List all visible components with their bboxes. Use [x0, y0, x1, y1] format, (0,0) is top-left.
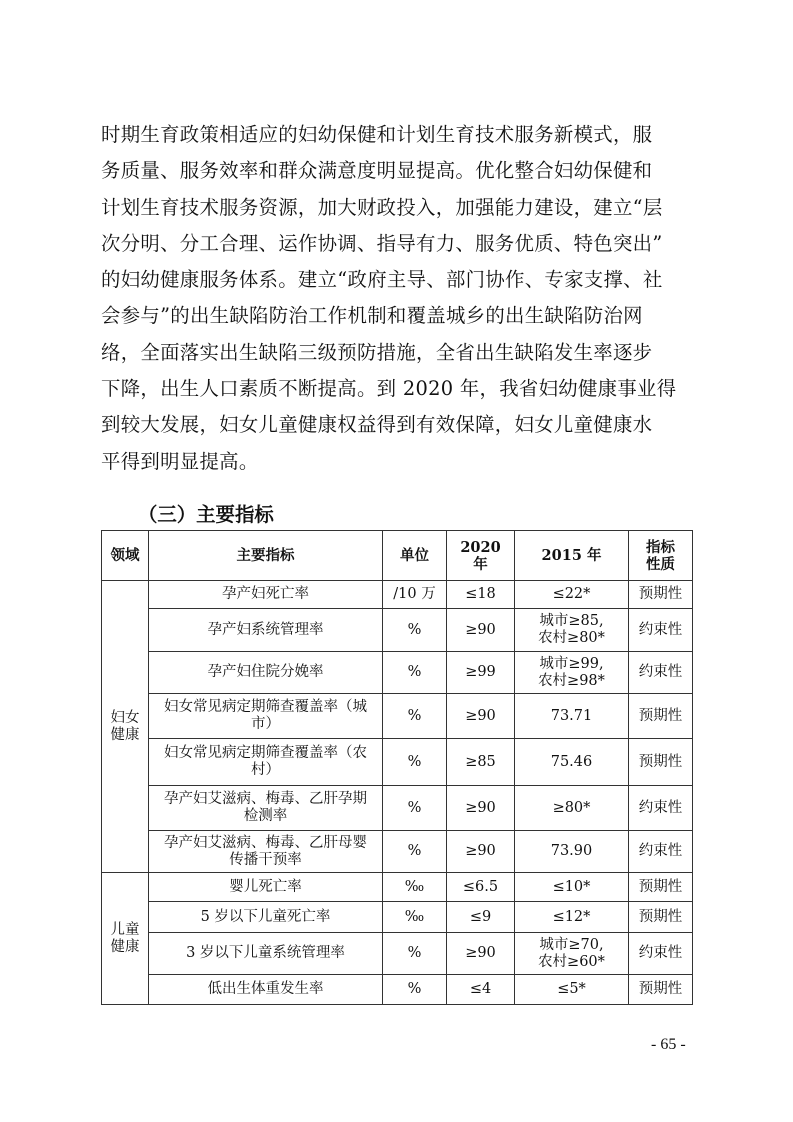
target-2020-cell-text: ≥90: [465, 707, 496, 724]
nature-cell: [629, 975, 693, 1005]
target-2020-cell: [447, 975, 515, 1005]
header-nature-line2: 性质: [646, 555, 675, 573]
value-2015-cell-text: ≤5*: [557, 981, 586, 997]
unit-cell: [383, 902, 447, 933]
unit-cell: [383, 609, 447, 652]
table-row: [102, 975, 693, 1005]
body-line: 络，全面落实出生缺陷三级预防措施，全省出生缺陷发生率逐步: [101, 340, 653, 364]
indicator-cell: [149, 694, 383, 739]
table-row: [102, 581, 693, 609]
indicator-cell-text: 3 岁以下儿童系统管理率: [186, 945, 345, 961]
indicator-cell: [149, 739, 383, 786]
domain-cell: [102, 581, 149, 873]
value-2015-cell: [515, 609, 629, 652]
table-row: [102, 694, 693, 739]
table-row: [102, 902, 693, 933]
indicator-cell-text: 妇女常见病定期筛查覆盖率（城: [164, 699, 367, 715]
nature-cell: [629, 831, 693, 873]
domain-label: 儿童: [110, 921, 140, 938]
nature-cell: [629, 694, 693, 739]
nature-cell-text: 约束性: [638, 621, 683, 638]
indicator-cell-text: 孕产妇艾滋病、梅毒、乙肝母婴: [164, 834, 367, 851]
value-2015-cell: [515, 581, 629, 609]
nature-cell: [629, 786, 693, 831]
target-2020-cell-text: ≤9: [469, 908, 492, 925]
value-2015-cell: [515, 902, 629, 933]
indicators-table: [101, 530, 693, 1005]
indicator-cell: [149, 831, 383, 873]
unit-cell: [383, 739, 447, 786]
unit-cell: [383, 831, 447, 873]
nature-cell-text: 约束性: [638, 799, 683, 816]
target-2020-cell-text: ≤4: [469, 981, 492, 997]
nature-cell: [629, 933, 693, 975]
nature-cell: [629, 739, 693, 786]
header-nature-line1: 指标: [646, 538, 675, 556]
value-2015-cell-text: 73.90: [550, 843, 593, 859]
table-body: [102, 581, 693, 1005]
target-2020-cell-text: ≥90: [465, 843, 496, 859]
table-row: [102, 652, 693, 694]
unit-cell-text: /10 万: [393, 586, 436, 602]
unit-cell: [383, 581, 447, 609]
unit-cell-text: %: [407, 799, 422, 816]
target-2020-cell-text: ≥90: [465, 621, 496, 638]
unit-cell-text: %: [407, 945, 422, 961]
indicator-cell-text: 5 岁以下儿童死亡率: [200, 908, 331, 925]
value-2015-cell-text: ≤10*: [552, 878, 591, 895]
nature-cell-text: 预期性: [638, 981, 683, 997]
value-2015-cell-text: ≤22*: [552, 586, 591, 602]
value-2015-cell: [515, 873, 629, 902]
domain-label: 健康: [110, 726, 140, 743]
target-2020-cell-text: ≤6.5: [462, 878, 499, 895]
table-row: [102, 831, 693, 873]
indicator-cell-text: 孕产妇艾滋病、梅毒、乙肝孕期: [164, 791, 367, 807]
target-2020-cell-text: ≥99: [465, 664, 496, 680]
value-2015-cell: [515, 975, 629, 1005]
body-line: 计划生育技术服务资源，加大财政投入，加强能力建设，建立“层: [101, 195, 663, 219]
value-2015-cell: [515, 652, 629, 694]
page-number: - 65 -: [651, 1036, 686, 1053]
value-2015-cell-text: 农村≥60*: [538, 953, 605, 970]
value-2015-cell-text: 农村≥98*: [538, 672, 605, 689]
unit-cell-text: %: [407, 981, 422, 997]
table-row: [102, 933, 693, 975]
nature-cell-text: 预期性: [638, 707, 683, 724]
nature-cell-text: 预期性: [638, 586, 683, 602]
target-2020-cell: [447, 694, 515, 739]
indicator-cell: [149, 873, 383, 902]
indicator-cell-text: 孕产妇住院分娩率: [207, 664, 324, 680]
nature-cell-text: 约束性: [638, 664, 683, 680]
unit-cell-text: %: [407, 707, 422, 724]
header-unit: 单位: [383, 531, 447, 581]
table-header-row: [102, 531, 693, 581]
target-2020-cell-text: ≥90: [465, 799, 496, 816]
body-line: 平得到明显提高。: [101, 449, 259, 473]
target-2020-cell: [447, 873, 515, 902]
target-2020-cell: [447, 786, 515, 831]
indicator-cell: [149, 609, 383, 652]
unit-cell: [383, 694, 447, 739]
section-heading: （三）主要指标: [138, 503, 274, 526]
indicator-cell: [149, 652, 383, 694]
target-2020-cell: [447, 652, 515, 694]
nature-cell: [629, 581, 693, 609]
indicator-cell: [149, 975, 383, 1005]
value-2015-cell: [515, 786, 629, 831]
target-2020-cell: [447, 581, 515, 609]
indicator-cell-text: 妇女常见病定期筛查覆盖率（农: [164, 745, 367, 761]
header-2020: 2020 年: [447, 531, 515, 581]
table-row: [102, 873, 693, 902]
target-2020-cell-text: ≤18: [465, 586, 496, 602]
body-line: 时期生育政策相适应的妇幼保健和计划生育技术服务新模式，服: [101, 123, 653, 146]
unit-cell-text: %: [407, 843, 422, 859]
nature-cell-text: 预期性: [638, 878, 683, 895]
value-2015-cell: [515, 831, 629, 873]
value-2015-cell-text: 城市≥85,: [539, 613, 604, 629]
body-line: 的妇幼健康服务体系。建立“政府主导、部门协作、专家支撑、社: [101, 268, 663, 292]
nature-cell: [629, 873, 693, 902]
value-2015-cell: [515, 739, 629, 786]
value-2015-cell: [515, 694, 629, 739]
domain-cell: [102, 873, 149, 1005]
value-2015-cell-text: 75.46: [550, 753, 593, 770]
nature-cell-text: 约束性: [638, 945, 683, 961]
indicator-cell: [149, 902, 383, 933]
unit-cell: [383, 975, 447, 1005]
value-2015-cell: [515, 933, 629, 975]
header-nature: [629, 531, 693, 581]
value-2015-cell-text: 城市≥99,: [539, 655, 604, 672]
value-2015-cell-text: 农村≥80*: [538, 630, 605, 646]
unit-cell-text: %: [407, 753, 422, 770]
body-line: 下降，出生人口素质不断提高。到 2020 年，我省妇幼健康事业得: [101, 377, 677, 401]
target-2020-cell: [447, 609, 515, 652]
nature-cell: [629, 902, 693, 933]
nature-cell: [629, 609, 693, 652]
body-paragraph: [101, 117, 701, 480]
body-line: 次分明、分工合理、运作协调、指导有力、服务优质、特色突出”: [101, 231, 663, 255]
nature-cell-text: 约束性: [638, 843, 683, 859]
domain-label: 妇女: [110, 709, 140, 726]
nature-cell-text: 预期性: [638, 753, 683, 770]
unit-cell: [383, 933, 447, 975]
unit-cell-text: ‰: [404, 908, 425, 925]
unit-cell-text: %: [407, 664, 422, 680]
domain-label: 健康: [110, 938, 140, 955]
indicator-cell-text: 孕产妇系统管理率: [207, 621, 324, 638]
table-row: [102, 786, 693, 831]
indicator-cell-text: 传播干预率: [229, 851, 302, 868]
unit-cell-text: %: [407, 621, 422, 638]
header-indicator: 主要指标: [149, 531, 383, 581]
target-2020-cell-text: ≥85: [465, 753, 496, 770]
indicator-cell: [149, 581, 383, 609]
indicator-cell-text: 检测率: [243, 808, 288, 824]
indicator-cell-text: 孕产妇死亡率: [222, 586, 309, 602]
indicator-cell: [149, 933, 383, 975]
target-2020-cell: [447, 831, 515, 873]
value-2015-cell-text: 城市≥70,: [539, 936, 604, 953]
nature-cell-text: 预期性: [638, 908, 683, 925]
indicator-cell-text: 婴儿死亡率: [229, 878, 302, 895]
header-domain: 领域: [102, 531, 149, 581]
value-2015-cell-text: ≤12*: [552, 908, 591, 925]
unit-cell: [383, 786, 447, 831]
value-2015-cell-text: ≥80*: [552, 799, 591, 816]
indicator-cell-text: 村）: [251, 762, 280, 778]
nature-cell: [629, 652, 693, 694]
table-row: [102, 739, 693, 786]
indicator-cell: [149, 786, 383, 831]
target-2020-cell: [447, 739, 515, 786]
target-2020-cell: [447, 902, 515, 933]
header-2015: 2015 年: [515, 531, 629, 581]
table-row: [102, 609, 693, 652]
target-2020-cell-text: ≥90: [465, 945, 496, 961]
body-line: 到较大发展，妇女儿童健康权益得到有效保障，妇女儿童健康水: [101, 413, 653, 437]
value-2015-cell-text: 73.71: [550, 707, 593, 724]
unit-cell: [383, 873, 447, 902]
body-line: 务质量、服务效率和群众满意度明显提高。优化整合妇幼保健和: [101, 159, 653, 183]
unit-cell-text: ‰: [404, 878, 425, 895]
body-line: 会参与”的出生缺陷防治工作机制和覆盖城乡的出生缺陷防治网: [101, 304, 643, 328]
unit-cell: [383, 652, 447, 694]
target-2020-cell: [447, 933, 515, 975]
indicator-cell-text: 市）: [251, 716, 280, 732]
indicator-cell-text: 低出生体重发生率: [207, 981, 324, 997]
